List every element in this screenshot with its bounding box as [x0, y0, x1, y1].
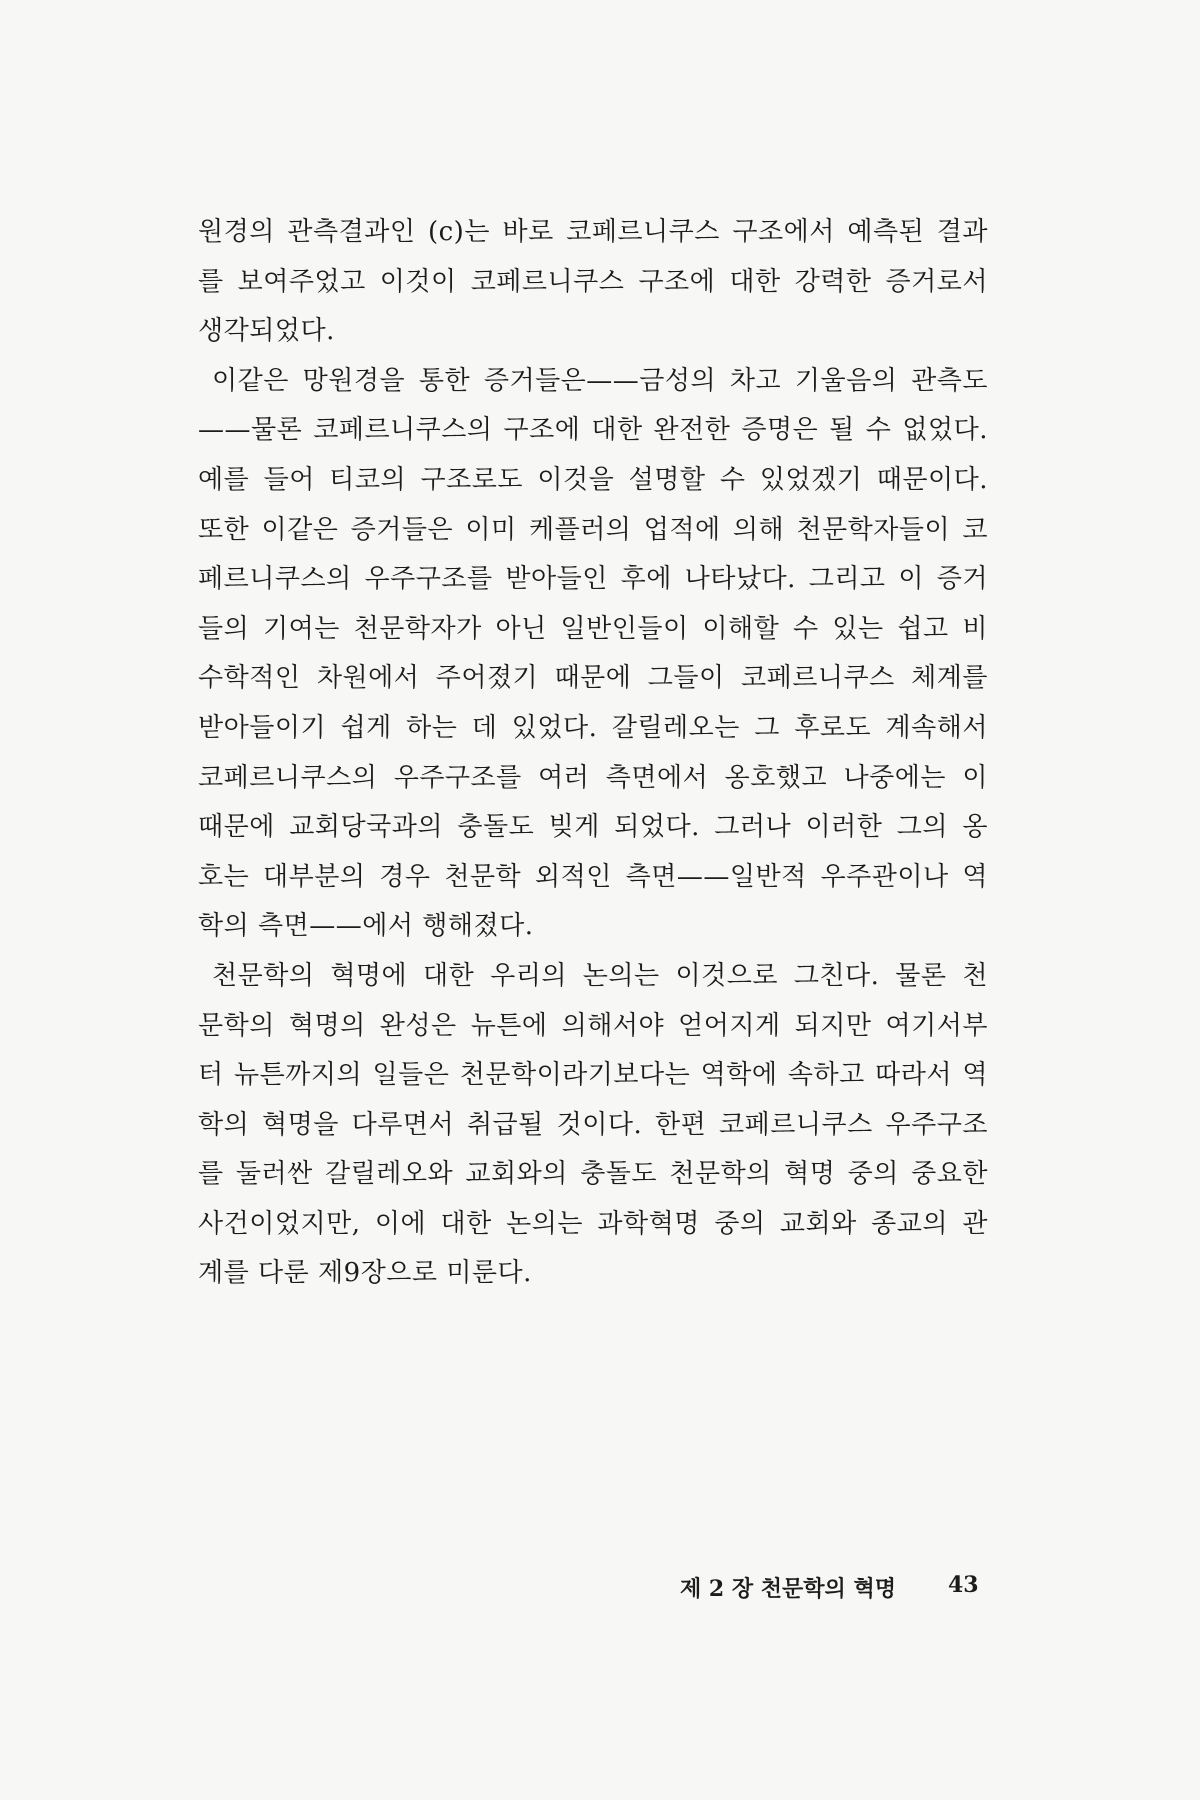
text-line: 학의 측면——에서 행해졌다.	[198, 911, 534, 942]
text-line: 생각되었다.	[198, 316, 335, 347]
text-line: 이같은 망원경을 통한 증거들은——금성의 차고 기울음의 관측도	[212, 365, 988, 396]
text-line: 천문학의 혁명에 대한 우리의 논의는 이것으로 그친다. 물론 천	[212, 960, 988, 991]
running-chapter-title: 제 2 장 천문학의 혁명	[680, 1576, 896, 1602]
text-line: 수학적인 차원에서 주어졌기 때문에 그들이 코페르니쿠스 체계를	[198, 663, 988, 694]
text-line: 계를 다룬 제9장으로 미룬다.	[198, 1258, 532, 1289]
text-line: 를 보여주었고 이것이 코페르니쿠스 구조에 대한 강력한 증거로서	[198, 266, 988, 297]
text-line: 들의 기여는 천문학자가 아닌 일반인들이 이해할 수 있는 쉽고 비	[198, 613, 988, 644]
text-line: 를 둘러싼 갈릴레오와 교회와의 충돌도 천문학의 혁명 중의 중요한	[198, 1159, 988, 1190]
text-line: 또한 이같은 증거들은 이미 케플러의 업적에 의해 천문학자들이 코	[198, 514, 988, 545]
text-line: 호는 대부분의 경우 천문학 외적인 측면——일반적 우주관이나 역	[198, 861, 988, 892]
text-line: 페르니쿠스의 우주구조를 받아들인 후에 나타났다. 그리고 이 증거	[198, 564, 988, 595]
text-line: 학의 혁명을 다루면서 취급될 것이다. 한편 코페르니쿠스 우주구조	[198, 1109, 988, 1140]
text-line: 터 뉴튼까지의 일들은 천문학이라기보다는 역학에 속하고 따라서 역	[198, 1060, 988, 1091]
text-line: 예를 들어 티코의 구조로도 이것을 설명할 수 있었겠기 때문이다.	[198, 464, 988, 495]
body-text	[198, 208, 988, 1299]
text-line: 때문에 교회당국과의 충돌도 빚게 되었다. 그러나 이러한 그의 옹	[198, 812, 988, 843]
text-line: 받아들이기 쉽게 하는 데 있었다. 갈릴레오는 그 후로도 계속해서	[198, 712, 988, 743]
text-line: 코페르니쿠스의 우주구조를 여러 측면에서 옹호했고 나중에는 이	[198, 762, 988, 793]
page-footer	[680, 1572, 980, 1608]
page-number: 43	[948, 1572, 979, 1598]
text-line: 문학의 혁명의 완성은 뉴튼에 의해서야 얻어지게 되지만 여기서부	[198, 1010, 988, 1041]
text-line: ——물론 코페르니쿠스의 구조에 대한 완전한 증명은 될 수 없었다.	[198, 415, 988, 446]
text-line: 원경의 관측결과인 (c)는 바로 코페르니쿠스 구조에서 예측된 결과	[198, 217, 988, 247]
text-line: 사건이었지만, 이에 대한 논의는 과학혁명 중의 교회와 종교의 관	[198, 1208, 988, 1239]
